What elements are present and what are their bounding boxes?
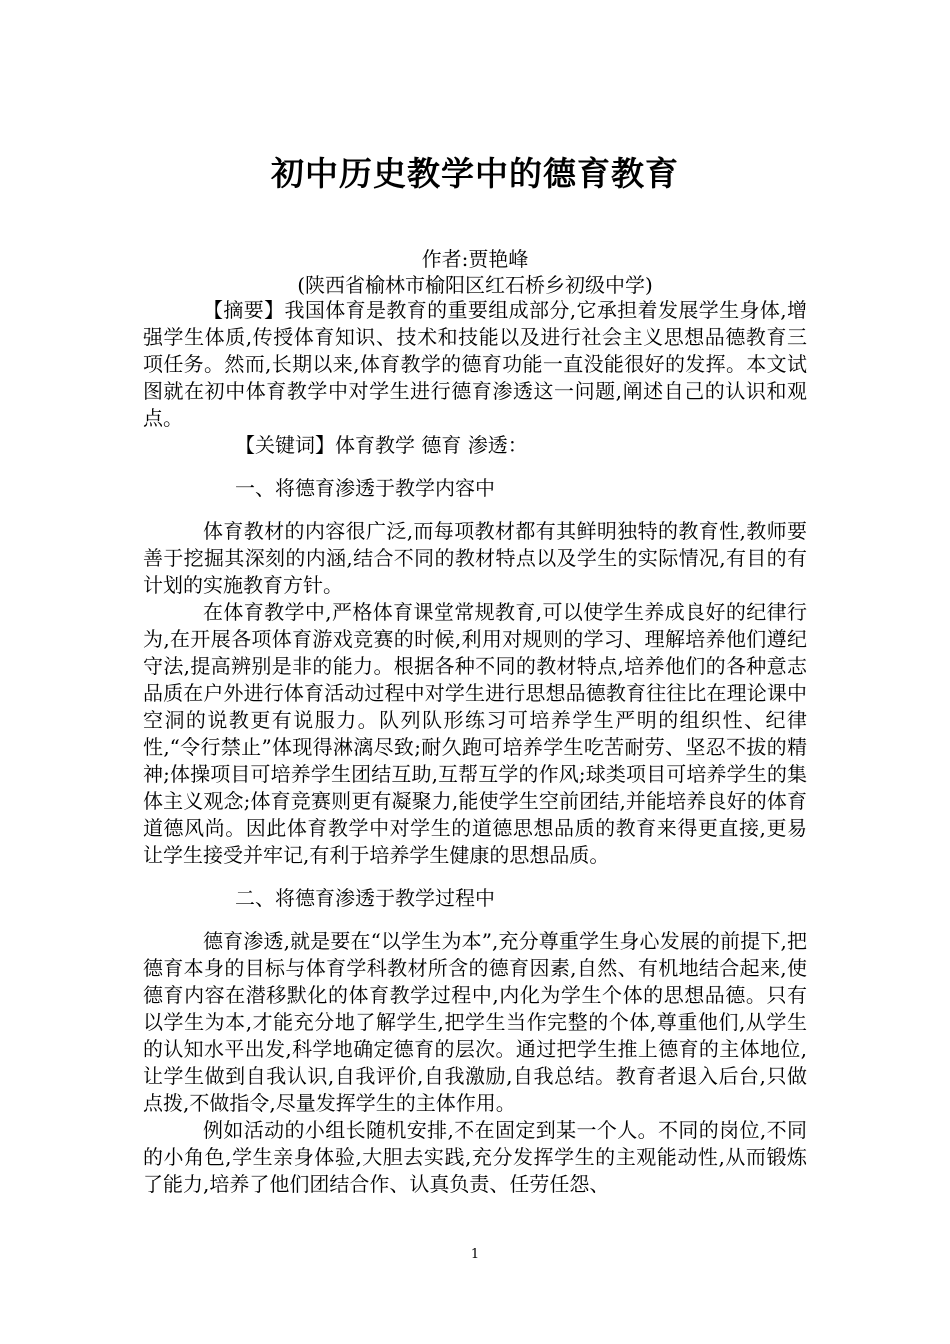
author-line: 作者:贾艳峰 (421, 247, 529, 271)
body-paragraph: 例如活动的小组长随机安排,不在固定到某一个人。不同的岗位,不同的小角色,学生亲身体验,大胆去实践,充分发挥学生的主观能动性,从而锻炼了能力,培养了他们团结合作、认真负责、任劳任怨、 (143, 1118, 807, 1196)
section-heading-2: 二、将德育渗透于教学过程中 (235, 886, 495, 910)
keywords-line: 【关键词】体育教学 德育 渗透： (235, 433, 528, 457)
document-body (143, 297, 807, 1198)
page-number: 1 (470, 1247, 480, 1262)
document-title: 初中历史教学中的德育教育 (271, 154, 679, 193)
body-paragraph: 德育渗透,就是要在“以学生为本”,充分尊重学生身心发展的前提下,把德育本身的目标与体育学科教材所含的德育因素,自然、有机地结合起来,使德育内容在潜移默化的体育教学过程中,内化为学生个体的思想品德。只有以学生为本,才能充分地了解学生,把学生当作完整的个体,尊重他们,从学生的认知水平出发,科学地确定德育的层次。通过把学生推上德育的主体地位,让学生做到自我认识,自我评价,自我激励,自我总结。教育者退入后台,只做点拨,不做指令,尽量发挥学生的主体作用。 (143, 929, 807, 1115)
affiliation-line: (陕西省榆林市榆阳区红石桥乡初级中学) (297, 273, 653, 297)
body-paragraph: 体育教材的内容很广泛,而每项教材都有其鲜明独特的教育性,教师要善于挖掘其深刻的内涵,结合不同的教材特点以及学生的实际情况,有目的有计划的实施教育方针。 (143, 519, 807, 597)
body-paragraph: 在体育教学中,严格体育课堂常规教育,可以使学生养成良好的纪律行为,在开展各项体育游戏竞赛的时候,利用对规则的学习、理解培养他们遵纪守法,提高辨别是非的能力。根据各种不同的教材特点,培养他们的各种意志品质在户外进行体育活动过程中对学生进行思想品德教育往往比在理论课中空洞的说教更有说服力。队列队形练习可培养学生严明的组织性、纪律性,“令行禁止”体现得淋漓尽致;耐久跑可培养学生吃苦耐劳、坚忍不拔的精神;体操项目可培养学生团结互助,互帮互学的作风;球类项目可培养学生的集体主义观念;体育竞赛则更有凝聚力,能使学生空前团结,并能培养良好的体育道德风尚。因此体育教学中对学生的道德思想品质的教育来得更直接,更易让学生接受并牢记,有利于培养学生健康的思想品质。 (143, 600, 807, 867)
section-heading-1: 一、将德育渗透于教学内容中 (235, 476, 495, 500)
abstract-paragraph: 【摘要】我国体育是教育的重要组成部分,它承担着发展学生身体,增强学生体质,传授体育知识、技术和技能以及进行社会主义思想品德教育三项任务。然而,长期以来,体育教学的德育功能一直没能很好的发挥。本文试图就在初中体育教学中对学生进行德育渗透这一问题,阐述自己的认识和观点。 (143, 298, 807, 430)
